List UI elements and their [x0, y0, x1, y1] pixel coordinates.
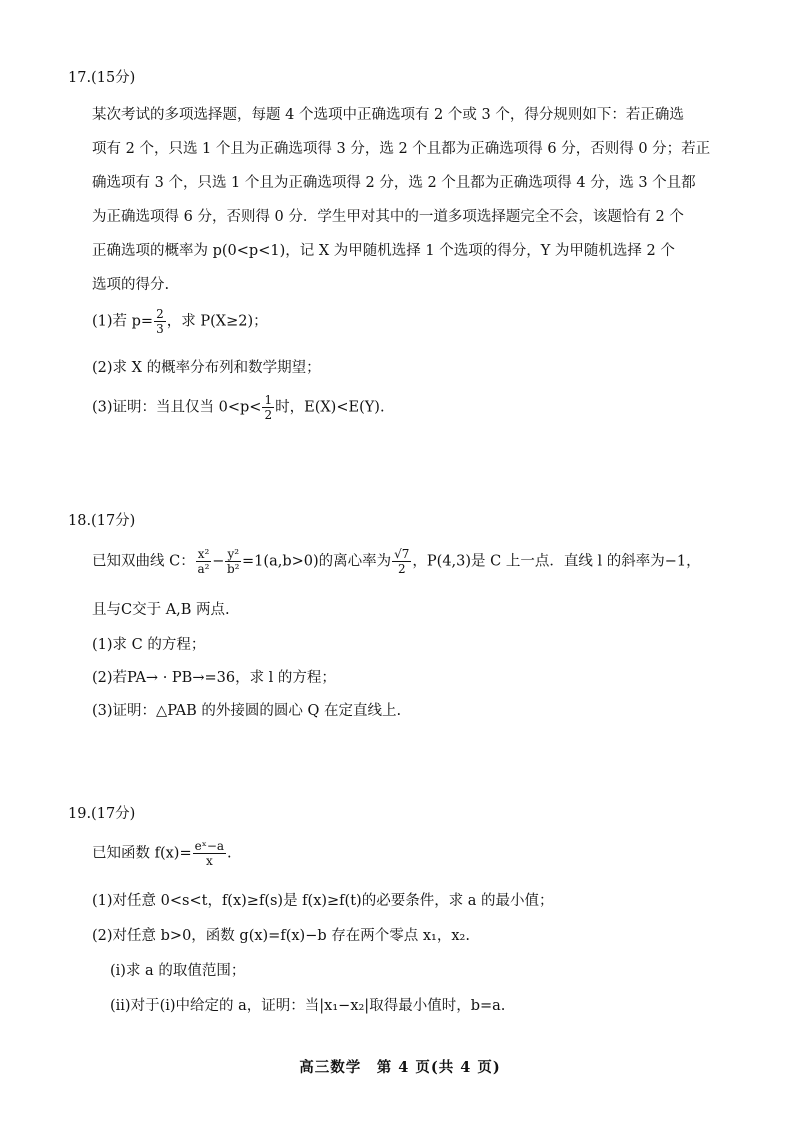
fraction-denominator: b²: [226, 562, 240, 576]
q18-stem-text-c: ，P(4,3)是 C 上一点．直线 l 的斜率为−1，: [412, 553, 701, 570]
q18-fraction-x2-a2: [196, 548, 212, 575]
fraction-denominator: 3: [156, 322, 164, 336]
q19-part-1: (1)对任意 0<s<t，f(x)≥f(s)是 f(x)≥f(t)的必要条件，求 a 的最小值；: [92, 893, 554, 909]
q19-stem-line-1: [92, 840, 232, 867]
q18-part-2: (2)若PA→ · PB→=36，求 l 的方程；: [92, 670, 336, 686]
q18-minus-sign: −: [212, 553, 225, 570]
q19-part-2-ii: (ii)对于(i)中给定的 a，证明：当|x₁−x₂|取得最小值时，b=a.: [110, 998, 506, 1014]
q17-stem-line-3: 确选项有 3 个，只选 1 个且为正确选项得 2 分，选 2 个且都为正确选项得 4 分，选 3 个且都: [92, 175, 696, 191]
q17-stem-line-4: 为正确选项得 6 分，否则得 0 分．学生甲对其中的一道多项选择题完全不会，该题恰有 2 个: [92, 209, 684, 225]
page-footer: 高三数学 第 4 页(共 4 页): [299, 1059, 501, 1076]
q18-fraction-sqrt7-2: [392, 548, 411, 575]
fraction-numerator: 2: [156, 307, 164, 321]
fraction-numerator: √7: [394, 547, 410, 561]
fraction-denominator: 2: [264, 408, 273, 422]
q17-part-1: [92, 308, 268, 335]
question-18-heading: 18.(17分): [68, 513, 136, 529]
fraction-numerator: y²: [227, 547, 240, 561]
q17-part-1-suffix: ，求 P(X≥2)；: [166, 313, 268, 330]
q17-part-3-fraction: [262, 394, 274, 421]
q18-stem-text-b: =1(a,b>0)的离心率为: [242, 553, 392, 570]
q18-stem-line-2: 且与C交于 A,B 两点.: [92, 602, 230, 618]
q19-part-2-i: (i)求 a 的取值范围；: [110, 963, 246, 979]
fraction-numerator: 1: [264, 393, 273, 407]
q17-stem-line-5: 正确选项的概率为 p(0<p<1)，记 X 为甲随机选择 1 个选项的得分，Y 为甲随机选择 2 个: [92, 243, 675, 259]
q19-stem-text-b: .: [227, 845, 232, 862]
q17-stem-line-6: 选项的得分.: [92, 277, 170, 293]
q17-part-1-fraction: [154, 308, 166, 335]
q19-fraction: [193, 840, 226, 867]
fraction-numerator: eˣ−a: [194, 839, 225, 853]
q17-stem-line-1: 某次考试的多项选择题，每题 4 个选项中正确选项有 2 个或 3 个，得分规则如下：若正确选: [92, 107, 684, 123]
q17-part-3: [92, 394, 385, 421]
q17-part-3-suffix: 时，E(X)<E(Y).: [275, 399, 385, 416]
q18-stem-line-1: [92, 548, 701, 575]
q17-stem-line-2: 项有 2 个，只选 1 个且为正确选项得 3 分，选 2 个且都为正确选项得 6 分，否则得 0 分；若正: [92, 141, 711, 157]
q18-part-3: (3)证明：△PAB 的外接圆的圆心 Q 在定直线上.: [92, 703, 402, 719]
q17-part-1-prefix: (1)若 p=: [92, 313, 154, 330]
q19-part-2: (2)对任意 b>0，函数 g(x)=f(x)−b 存在两个零点 x₁，x₂.: [92, 928, 470, 944]
fraction-numerator: x²: [197, 547, 210, 561]
q18-fraction-y2-b2: [225, 548, 241, 575]
q18-stem-text-a: 已知双曲线 C：: [92, 553, 195, 570]
fraction-denominator: 2: [397, 562, 406, 576]
q17-part-2: (2)求 X 的概率分布列和数学期望；: [92, 360, 321, 376]
q19-stem-text-a: 已知函数 f(x)=: [92, 845, 192, 862]
fraction-denominator: a²: [197, 562, 210, 576]
question-19-heading: 19.(17分): [68, 806, 136, 822]
question-17-heading: 17.(15分): [68, 70, 136, 86]
q17-part-3-prefix: (3)证明：当且仅当 0<p<: [92, 399, 262, 416]
fraction-denominator: x: [205, 854, 213, 868]
q18-part-1: (1)求 C 的方程；: [92, 637, 206, 653]
